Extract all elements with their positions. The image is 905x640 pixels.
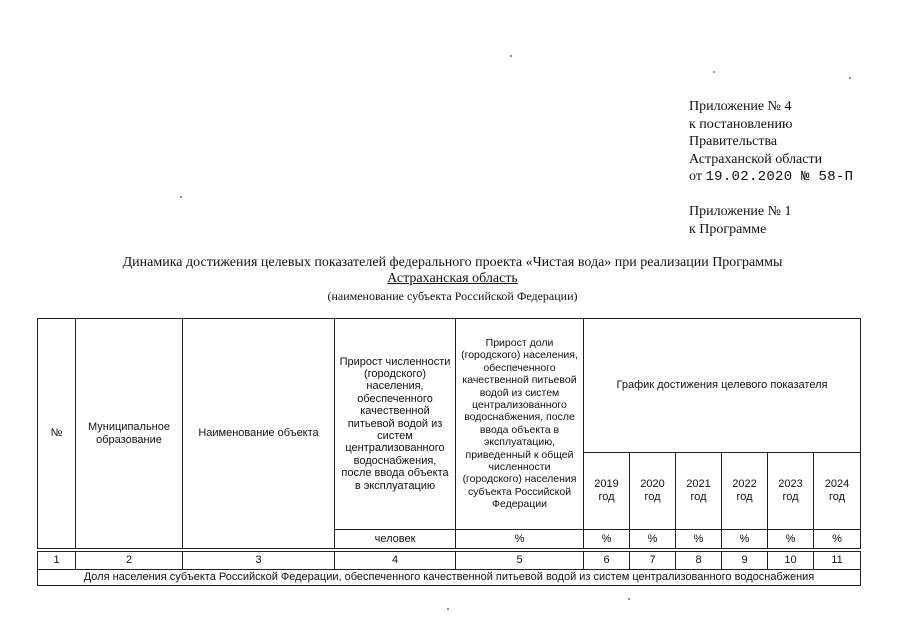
header-municipality: Муниципальное образование [76, 319, 183, 549]
scan-speck [628, 598, 630, 600]
region-name [0, 271, 905, 287]
appendix-1-block [689, 203, 792, 238]
document-title: Динамика достижения целевых показателей федерального проекта «Чистая вода» при реализации Программы [122, 255, 783, 270]
scan-speck [447, 608, 449, 610]
scan-speck [713, 71, 715, 73]
colnum-10: 10 [768, 552, 814, 570]
header-num: № [38, 319, 76, 549]
scan-speck [180, 196, 182, 198]
region-name-text: Астраханская область [387, 271, 518, 286]
header-growth-pop: Прирост численности (городского) населения, обеспеченного качественной питьевой водой из систем централизованного водоснабжения, после ввода объекта в эксплуатацию [335, 319, 456, 530]
appendix-4-line3: Правительства [689, 134, 778, 149]
unit-percent-2019: % [584, 529, 630, 548]
unit-percent-2022: % [722, 529, 768, 548]
appendix-4-line2: к постановлению [689, 116, 793, 132]
colnum-7: 7 [630, 552, 676, 570]
colnum-8: 8 [676, 552, 722, 570]
region-note: (наименование субъекта Российской Федерации) [327, 289, 578, 303]
colnum-5: 5 [456, 552, 584, 570]
date-value: 19.02.2020 № 58-П [705, 169, 854, 185]
colnum-2: 2 [76, 552, 183, 570]
appendix-4-date [689, 168, 853, 187]
colnum-1: 1 [38, 552, 76, 570]
unit-percent-2023: % [768, 529, 814, 548]
section-row [38, 570, 861, 586]
header-row-1 [38, 319, 861, 453]
appendix-4-line1: Приложение № 4 [689, 99, 792, 114]
column-number-row [38, 552, 861, 570]
header-object: Наименование объекта [183, 319, 335, 549]
unit-percent-share: % [456, 529, 584, 548]
colnum-11: 11 [814, 552, 861, 570]
appendix-4-line4: Астраханской области [689, 151, 823, 167]
year-2023: 2023 год [768, 452, 814, 529]
scan-speck [849, 77, 851, 79]
scan-speck [510, 55, 512, 57]
appendix-4-block [689, 98, 853, 187]
header-growth-share: Прирост доли (городского) населения, обеспеченного качественной питьевой водой из систем централизованного водоснабжения, после ввода объекта в эксплуатацию, приведенный к общей численности (городского) населения субъекта Российской Федерации [456, 319, 584, 530]
colnum-3: 3 [183, 552, 335, 570]
unit-percent-2020: % [630, 529, 676, 548]
year-2020: 2020 год [630, 452, 676, 529]
header-schedule: График достижения целевого показателя [584, 319, 861, 453]
section-row-text: Доля населения субъекта Российской Федерации, обеспеченного качественной питьевой водой из систем централизованного водоснабжения [38, 570, 861, 586]
appendix-1-line2: к Программе [689, 221, 767, 237]
colnum-6: 6 [584, 552, 630, 570]
colnum-9: 9 [722, 552, 768, 570]
colnum-4: 4 [335, 552, 456, 570]
year-2021: 2021 год [676, 452, 722, 529]
year-2019: 2019 год [584, 452, 630, 529]
unit-people: человек [335, 529, 456, 548]
year-2022: 2022 год [722, 452, 768, 529]
year-2024: 2024 год [814, 452, 861, 529]
unit-percent-2024: % [814, 529, 861, 548]
appendix-1-line1: Приложение № 1 [689, 204, 792, 219]
date-prefix: от [689, 169, 702, 184]
indicator-table [37, 318, 861, 586]
unit-percent-2021: % [676, 529, 722, 548]
